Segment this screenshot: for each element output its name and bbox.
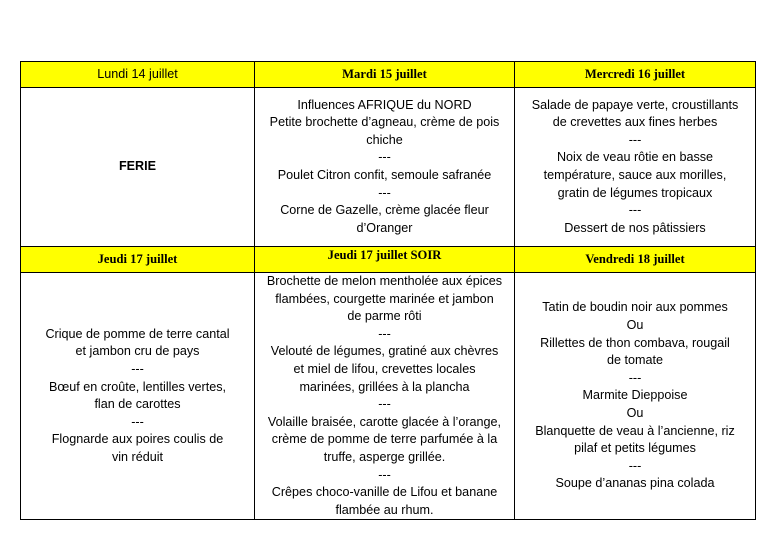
header-row-2 [21,247,756,273]
menu-line: Brochette de melon mentholée aux épices [266,274,503,288]
menu-line: Influences AFRIQUE du NORD [297,97,472,112]
menu-separator: --- [378,397,391,412]
menu-cell-tuesday [255,88,515,247]
menu-separator: --- [628,203,642,218]
menu-separator: --- [378,467,391,482]
menu-line: Volaille braisée, carotte glacée à l’orange, [267,414,502,429]
menu-cell-wednesday [515,88,756,247]
menu-line: Crêpes choco-vanille de Lifou et banane [271,485,498,500]
menu-separator: --- [628,458,642,473]
menu-line: Ou [626,405,644,420]
menu-cell-monday [21,88,255,247]
menu-line: Dessert de nos pâtissiers [564,220,706,235]
menu-cell-friday [515,273,756,520]
menu-row-2 [21,273,756,520]
menu-line: flan de carottes [94,397,181,412]
menu-line: Petite brochette d’agneau, crème de pois [269,115,500,130]
menu-line: température, sauce aux morilles, [543,168,727,182]
menu-separator: --- [628,132,642,147]
menu-line: marinées, grillées à la plancha [299,379,470,394]
menu-separator: --- [378,185,391,200]
menu-line: gratin de légumes tropicaux [557,185,713,200]
day-header-tuesday: Mardi 15 juillet [255,62,515,88]
menu-separator: --- [628,370,642,385]
menu-line: chiche [366,132,403,147]
menu-line: Marmite Dieppoise [582,388,688,403]
menu-line: Tatin de boudin noir aux pommes [542,300,728,315]
menu-line: Blanquette de veau à l’ancienne, riz [535,423,735,438]
menu-separator: --- [131,414,144,429]
menu-line: Flognarde aux poires coulis de [51,432,224,447]
menu-line: Corne de Gazelle, crème glacée fleur [280,203,489,218]
menu-cell-thursday-evening [255,273,515,520]
menu-line: de parme rôti [347,309,422,324]
menu-line: flambées, courgette marinée et jambon [275,291,494,306]
menu-line: Velouté de légumes, gratiné aux chèvres [270,344,499,359]
day-header-wednesday: Mercredi 16 juillet [515,62,756,88]
menu-line: truffe, asperge grillée. [323,449,446,464]
menu-line: Crique de pomme de terre cantal [45,326,230,341]
day-header-thursday-evening: Jeudi 17 juillet SOIR [255,247,515,273]
menu-line: Bœuf en croûte, lentilles vertes, [48,379,227,394]
menu-line: Poulet Citron confit, semoule safranée [277,168,492,182]
menu-table [20,61,756,520]
menu-separator: --- [378,150,391,165]
menu-line: Soupe d’ananas pina colada [555,476,715,491]
menu-line: de crevettes aux fines herbes [552,115,718,130]
menu-line: Noix de veau rôtie en basse [556,150,714,165]
menu-line: et jambon cru de pays [75,344,200,359]
menu-separator: --- [131,361,144,376]
day-header-thursday: Jeudi 17 juillet [21,247,255,273]
day-header-friday: Vendredi 18 juillet [515,247,756,273]
day-header-monday: Lundi 14 juillet [21,62,255,88]
menu-line: Salade de papaye verte, croustillants [531,97,739,112]
menu-line: de tomate [606,353,663,368]
menu-line: crème de pomme de terre parfumée à la [271,432,498,447]
menu-line: Rillettes de thon combava, rougail [540,335,730,350]
menu-line: pilaf et petits légumes [574,441,696,456]
menu-line: d’Oranger [356,220,413,235]
menu-line: Ou [626,317,644,332]
menu-separator: --- [378,326,391,341]
header-row-1 [21,62,756,88]
menu-line: flambée au rhum. [335,502,434,517]
menu-line: et miel de lifou, crevettes locales [293,361,476,376]
menu-line: FERIE [118,159,157,174]
menu-cell-thursday [21,273,255,520]
menu-line: vin réduit [111,449,164,464]
menu-row-1 [21,88,756,247]
